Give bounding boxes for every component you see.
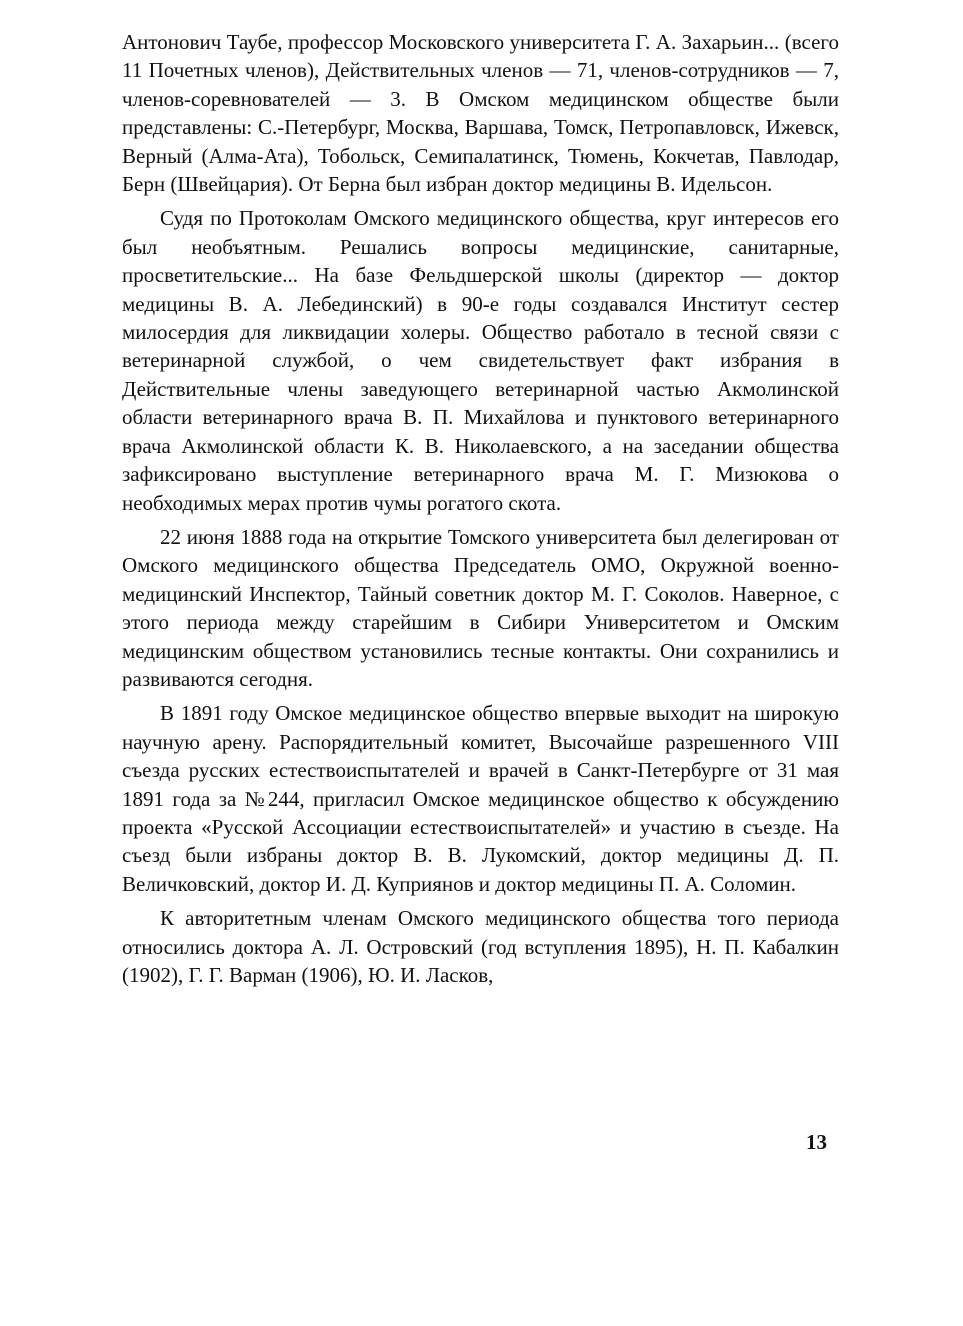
paragraph-5: К авторитетным членам Омского медицинского общества того периода относились доктора А. Л. Островский (год вступления 1895), Н. П. Кабалкин (1902), Г. Г. Варман (1906), Ю. И. Ласков, bbox=[122, 906, 839, 987]
body-text bbox=[122, 28, 839, 989]
paragraph-4: В 1891 году Омское медицинское общество впервые выходит на широкую научную арену. Распорядительный комитет, Высочайше разрешенного VIII съезда русских естествоиспытателей и врачей в Санкт-Петербурге от 31 мая 1891 года за №244, пригласил Омское медицинское общество к обсуждению проекта «Русской Ассоциации естествоиспытателей» и участию в съезде. На съезд были избраны доктор В. В. Лукомский, доктор медицины Д. П. Величковский, доктор И. Д. Куприянов и доктор медицины П. А. Соломин. bbox=[122, 701, 839, 896]
paragraph-2: Судя по Протоколам Омского медицинского общества, круг интересов его был необъятным. Решались вопросы медицинские, санитарные, просветительские... На базе Фельдшерской школы (директор — доктор медицины В. А. Лебединский) в 90-е годы создавался Институт сестер милосердия для ликвидации холеры. Общество работало в тесной связи с ветеринарной службой, о чем свидетельствует факт избрания в Действительные члены заведующего ветеринарной частью Акмолинской области ветеринарного врача В. П. Михайлова и пунктового ветеринарного врача Акмолинской области К. В. Николаевского, а на заседании общества зафиксировано выступление ветеринарного врача М. Г. Мизюкова о необходимых мерах против чумы рогатого скота. bbox=[122, 206, 839, 515]
paragraph-3: 22 июня 1888 года на открытие Томского университета был делегирован от Омского медицинского общества Председатель ОМО, Окружной военно-медицинский Инспектор, Тайный советник доктор М. Г. Соколов. Наверное, с этого периода между старейшим в Сибири Университетом и Омским медицинским обществом установились тесные контакты. Они сохранились и развиваются сегодня. bbox=[122, 524, 839, 691]
page-number: 13 bbox=[806, 1130, 827, 1154]
paragraph-1: Антонович Таубе, профессор Московского университета Г. А. Захарьин... (всего 11 Почетных членов), Действительных членов — 71, членов-сотрудников — 7, членов-соревнователей — 3. В Омском медицинском обществе были представлены: С.-Петербург, Москва, Варшава, Томск, Петропавловск, Ижевск, Верный (Алма-Ата), Тобольск, Семипалатинск, Тюмень, Кокчетав, Павлодар, Берн (Швейцария). От Берна был избран доктор медицины В. Идельсон. bbox=[122, 30, 839, 197]
